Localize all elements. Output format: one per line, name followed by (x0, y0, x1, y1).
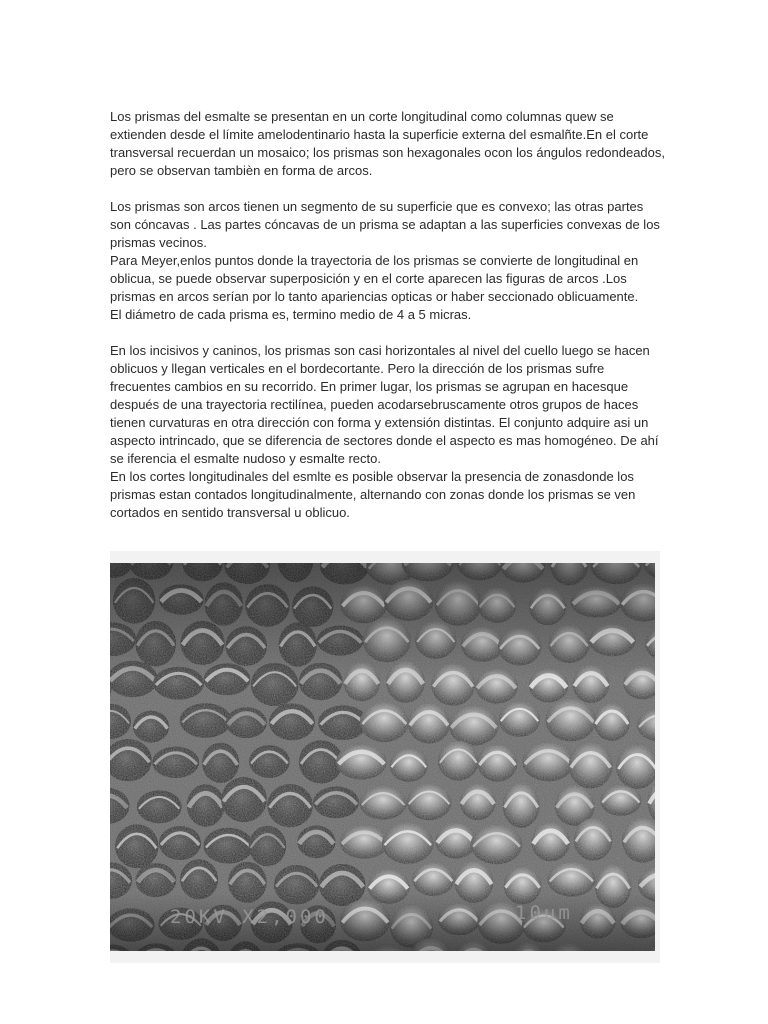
micrograph-scale-label-right: 10μm (515, 902, 573, 924)
micrograph-vignette (110, 563, 655, 951)
paragraph-2 (110, 198, 666, 324)
prism-cell (658, 830, 660, 863)
paragraph-1-line-1: Los prismas del esmalte se presentan en un corte longitudinal como columnas quew se extienden desde el límite amelodentinario hasta la superficie externa del esmalñte.En el corte transversal recuerdan un mosaico; los prismas son hexagonales ocon los ángulos redondeados, pero se observan tambièn en forma de arcos. (110, 109, 665, 178)
prism-rim (644, 952, 660, 963)
prism-cell (659, 745, 660, 784)
prism-rim (366, 953, 411, 963)
prism-rim (229, 951, 262, 963)
prism-rim (593, 957, 639, 963)
prism-rim (549, 952, 589, 963)
micrograph-figure (110, 551, 660, 963)
body-text (110, 108, 666, 522)
paragraph-2-line-3: El diámetro de cada prisma es, termino medio de 4 a 5 micras. (110, 307, 472, 322)
micrograph-image (110, 551, 660, 963)
paragraph-3-line-1: En los incisivos y caninos, los prismas son casi horizontales al nivel del cuello luego se hacen oblicuos y llegan verticales en el bordecortante. Pero la dirección de los prismas sufre frecuentes cambios en su recorrido. En primer lugar, los prismas se agrupan en hacesque después de una trayectoria rectilínea, pueden acodarsebruscamente otros grupos de haces tienen curvaturas en otra dirección con forma y extensión distintas. El conjunto adquire asi un aspecto intrincado, que se diferencia de sectores donde el aspecto es mas homogéneo. De ahí se iferencia el esmalte nudoso y esmalte recto. (110, 343, 659, 466)
paragraph-2-line-1: Los prismas son arcos tienen un segmento de su superficie que es convexo; las otras partes son cóncavas . Las partes cóncavas de un prisma se adaptan a las superficies convexas de los prismas vecinos. (110, 199, 660, 250)
prism-cell (591, 950, 642, 963)
prism-rim (136, 950, 176, 962)
prism-rim (512, 951, 545, 963)
prism-rim (110, 951, 131, 963)
prism-rim (131, 552, 171, 564)
prism-rim (279, 551, 312, 562)
micrograph-scale-label: 20KV X2,000 (170, 906, 329, 928)
prism-rim (455, 950, 492, 964)
prism-rim (110, 551, 131, 562)
paragraph-3 (110, 342, 666, 522)
prism-rim (276, 950, 320, 962)
paragraph-2-line-2: Para Meyer,enlos puntos donde la trayectoria de los prismas se convierte de longitudinal en oblicua, se puede observar superposición y en el corte aparecen las figuras de arcos .Los prismas en arcos serían por lo tanto apariencias opticas or haber seccionado oblicuamente. (110, 253, 639, 304)
paragraph-1 (110, 108, 666, 180)
prism-rim (184, 552, 221, 565)
paragraph-3-line-2: En los cortes longitudinales del esmlte es posible observar la presencia de zonasdonde los prismas estan contados longitudinalmente, alternando con zonas donde los prismas se ven cortados en sentido transversal u oblicuo. (110, 469, 636, 520)
